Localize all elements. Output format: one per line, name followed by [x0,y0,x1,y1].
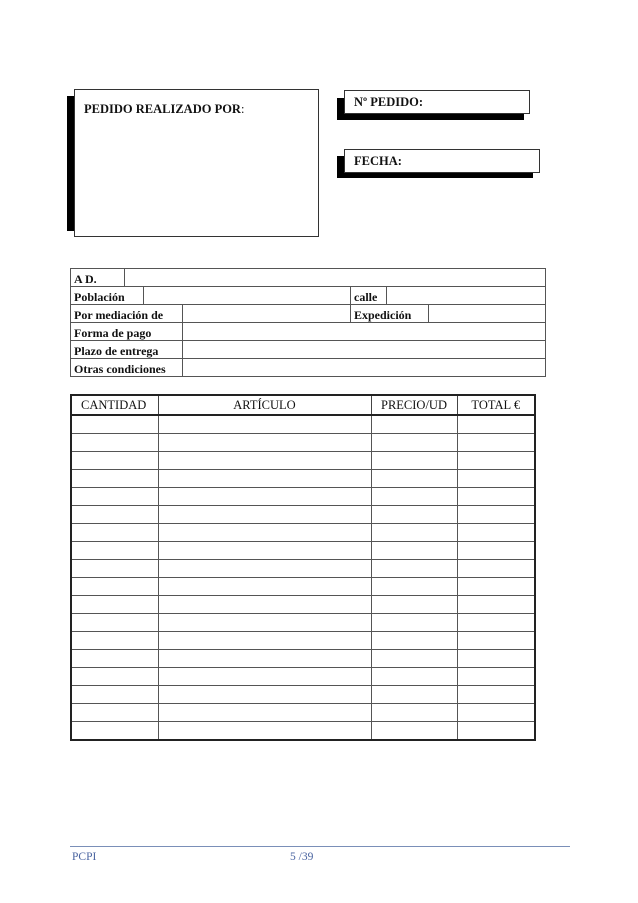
precio-cell[interactable] [371,596,457,614]
otras-condiciones-label: Otras condiciones [71,359,183,377]
table-row [71,596,535,614]
total-cell[interactable] [457,434,535,452]
articulo-cell[interactable] [158,542,371,560]
articulo-cell[interactable] [158,722,371,741]
total-cell[interactable] [457,632,535,650]
articulo-cell[interactable] [158,524,371,542]
calle-field[interactable] [387,287,546,305]
forma-de-pago-field[interactable] [183,323,546,341]
table-row [71,470,535,488]
cantidad-cell[interactable] [71,470,158,488]
precio-cell[interactable] [371,686,457,704]
expedicion-label: Expedición [351,305,429,323]
precio-cell[interactable] [371,470,457,488]
total-cell[interactable] [457,470,535,488]
table-row [71,434,535,452]
plazo-de-entrega-field[interactable] [183,341,546,359]
table-row [71,415,535,434]
total-cell[interactable] [457,488,535,506]
articulo-cell[interactable] [158,596,371,614]
total-cell[interactable] [457,722,535,741]
cantidad-cell[interactable] [71,686,158,704]
table-row [71,560,535,578]
row-forma-pago [71,323,546,341]
table-row [71,632,535,650]
table-row [71,650,535,668]
total-cell[interactable] [457,596,535,614]
articulo-cell[interactable] [158,506,371,524]
precio-cell[interactable] [371,434,457,452]
a-d-field[interactable] [125,269,546,287]
cantidad-cell[interactable] [71,560,158,578]
precio-cell[interactable] [371,560,457,578]
cantidad-cell[interactable] [71,632,158,650]
table-row [71,614,535,632]
numero-pedido-box[interactable] [344,90,530,114]
plazo-de-entrega-label: Plazo de entrega [71,341,183,359]
total-cell[interactable] [457,506,535,524]
header-precio-ud: PRECIO/UD [371,395,457,415]
total-cell[interactable] [457,452,535,470]
articulo-cell[interactable] [158,686,371,704]
items-table [70,394,536,741]
por-mediacion-label: Por mediación de [71,305,183,323]
table-row [71,704,535,722]
cantidad-cell[interactable] [71,434,158,452]
poblacion-label: Población [71,287,144,305]
footer-divider [70,846,570,847]
header-articulo: ARTÍCULO [158,395,371,415]
row-poblacion [71,287,546,305]
total-cell[interactable] [457,614,535,632]
footer-page-number: 5 /39 [290,851,314,863]
cantidad-cell[interactable] [71,524,158,542]
articulo-cell[interactable] [158,632,371,650]
precio-cell[interactable] [371,668,457,686]
precio-cell[interactable] [371,452,457,470]
precio-cell[interactable] [371,632,457,650]
articulo-cell[interactable] [158,434,371,452]
cantidad-cell[interactable] [71,578,158,596]
cantidad-cell[interactable] [71,614,158,632]
total-cell[interactable] [457,650,535,668]
total-cell[interactable] [457,578,535,596]
pedido-realizado-por-box[interactable] [74,89,319,237]
footer-left-text: PCPI [72,851,97,863]
precio-cell[interactable] [371,722,457,741]
articulo-cell[interactable] [158,650,371,668]
items-header-row [71,395,535,415]
cantidad-cell[interactable] [71,452,158,470]
articulo-cell[interactable] [158,668,371,686]
total-cell[interactable] [457,686,535,704]
table-row [71,668,535,686]
cantidad-cell[interactable] [71,596,158,614]
total-cell[interactable] [457,704,535,722]
table-row [71,722,535,741]
total-cell[interactable] [457,668,535,686]
articulo-cell[interactable] [158,452,371,470]
precio-cell[interactable] [371,614,457,632]
total-cell[interactable] [457,560,535,578]
precio-cell[interactable] [371,524,457,542]
row-plazo-entrega [71,341,546,359]
row-mediacion [71,305,546,323]
fecha-label: FECHA: [354,154,402,168]
table-row [71,524,535,542]
header-cantidad: CANTIDAD [71,395,158,415]
articulo-cell[interactable] [158,488,371,506]
precio-cell[interactable] [371,488,457,506]
table-row [71,578,535,596]
precio-cell[interactable] [371,704,457,722]
por-mediacion-field[interactable] [183,305,351,323]
articulo-cell[interactable] [158,578,371,596]
table-row [71,686,535,704]
articulo-cell[interactable] [158,470,371,488]
numero-pedido-label: Nº PEDIDO: [354,95,424,109]
articulo-cell[interactable] [158,614,371,632]
total-cell[interactable] [457,524,535,542]
precio-cell[interactable] [371,650,457,668]
otras-condiciones-field[interactable] [183,359,546,377]
table-row [71,452,535,470]
total-cell[interactable] [457,542,535,560]
calle-label: calle [351,287,387,305]
items-body [71,415,535,740]
info-table [70,268,546,377]
total-cell[interactable] [457,415,535,434]
row-a-d [71,269,546,287]
cantidad-cell[interactable] [71,704,158,722]
cantidad-cell[interactable] [71,488,158,506]
cantidad-cell[interactable] [71,415,158,434]
precio-cell[interactable] [371,578,457,596]
forma-de-pago-label: Forma de pago [71,323,183,341]
table-row [71,542,535,560]
cantidad-cell[interactable] [71,722,158,741]
poblacion-field[interactable] [144,287,351,305]
fecha-box[interactable] [344,149,540,173]
articulo-cell[interactable] [158,560,371,578]
row-otras-condiciones [71,359,546,377]
precio-cell[interactable] [371,415,457,434]
cantidad-cell[interactable] [71,506,158,524]
cantidad-cell[interactable] [71,668,158,686]
pedido-realizado-por-label: PEDIDO REALIZADO POR: [84,102,245,116]
precio-cell[interactable] [371,506,457,524]
expedicion-field[interactable] [429,305,546,323]
header-total: TOTAL € [457,395,535,415]
articulo-cell[interactable] [158,704,371,722]
precio-cell[interactable] [371,542,457,560]
table-row [71,488,535,506]
cantidad-cell[interactable] [71,650,158,668]
cantidad-cell[interactable] [71,542,158,560]
articulo-cell[interactable] [158,415,371,434]
table-row [71,506,535,524]
a-d-label: A D. [71,269,125,287]
